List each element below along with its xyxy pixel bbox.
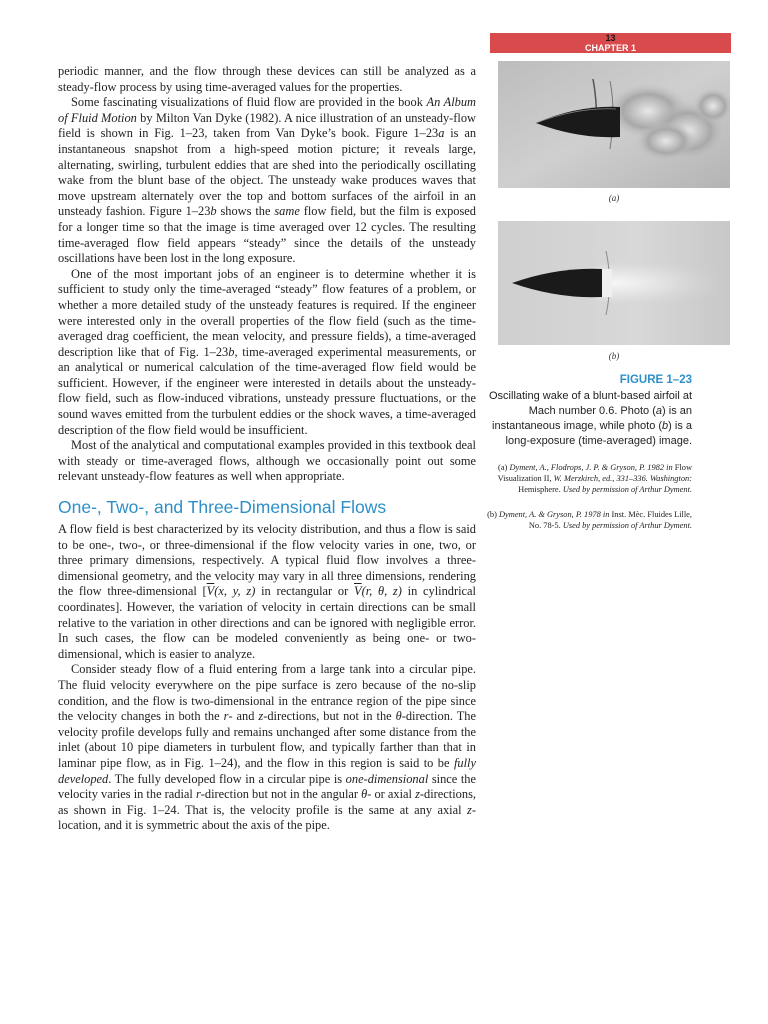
chapter-header-bar — [490, 33, 731, 53]
section-heading: One-, Two-, and Three-Dimensional Flows — [58, 497, 387, 518]
paragraph-3: One of the most important jobs of an engineer is to determine whether it is sufficient to study only the time-averaged “steady” flow features of a problem, or whether a more detailed study of the unsteady features is required. If the engineer were interested only in the overall properties of the flow field (such as the time-averaged drag coefficient, the mean velocity, and pressure fields), a time-averaged description like that of Fig. 1–23b, time-averaged experimental measurements, or an analytical or numerical calculation of the time-averaged flow field would be sufficient. However, if the engineer were interested in details about the unsteady-flow field, such as flow-induced vibrations, unsteady pressure fluctuations, or the sound waves emitted from the turbulent eddies or the shock waves, a time-averaged description of the flow field would be insufficient. — [58, 266, 476, 437]
paragraph-4: Most of the analytical and computational examples provided in this textbook deal with steady or time-averaged flows, although we occasionally point out some relevant unsteady-flow features as well when appropriate. — [58, 438, 476, 484]
figure-credit-a: (a) Dyment, A., Flodrops, J. P. & Gryson, P. 1982 in Flow Visualization II, W. Merzkirch, ed., 331–336. Washington: Hemisphere. Used by permission of Arthur Dyment. — [497, 463, 692, 494]
figure-number: FIGURE 1–23 — [619, 374, 692, 386]
paragraph-6: Consider steady flow of a fluid entering from a large tank into a circular pipe. The fluid velocity everywhere on the pipe surface is zero because of the no-slip condition, and the flow is two-dimensional in the entrance region of the pipe since the velocity changes in both the r- and z-directions, but not in the θ-direction. The velocity profile develops fully and remains unchanged after some distance from the inlet (about 10 pipe diameters in turbulent flow, and typically farther than that in laminar pipe flow, as in Fig. 1–24), and the flow in this region is said to be fully developed. The fully developed flow in a circular pipe is one-dimensional since the velocity varies in the radial r-direction but not in the angular θ- or axial z-directions, as shown in Fig. 1–24. That is, the velocity profile is the same at any axial z-location, and it is symmetric about the axis of the pipe. — [58, 662, 477, 833]
paragraph-5: A flow field is best characterized by its velocity distribution, and thus a flow is said to be one-, two-, or three-dimensional if the flow velocity varies in one, two, or three primary dimensions, respectively. A typical fluid flow involves a three-dimensional geometry, and the velocity may vary in all three dimensions, rendering the flow three-dimensional [$\overline{V}(x$, y, z) in rectangular or $\overline{V}(r$, θ, z) in cylindrical coordinates]. However, the variation of velocity in certain directions can be small relative to the variation in other directions and can be ignored with negligible error. In such cases, the flow can be modeled conveniently as being one- or two-dimensional, which is easier to analyze. — [58, 522, 476, 661]
page-number: 13 — [605, 33, 616, 43]
main-text-column — [58, 64, 476, 834]
instantaneous-wake-image — [498, 61, 730, 188]
figure-photo-a — [498, 61, 730, 188]
chapter-label: CHAPTER 1 — [584, 43, 636, 53]
figure-photo-b — [498, 221, 730, 345]
time-averaged-wake-image — [498, 221, 730, 345]
figure-sublabel-a: (a) — [608, 193, 620, 203]
paragraph-2: Some fascinating visualizations of fluid flow are provided in the book An Album of Fluid Motion by Milton Van Dyke (1982). A nice illustration of an unsteady-flow field is shown in Fig. 1–23, taken from Van Dyke’s book. Figure 1–23a is an instantaneous snapshot from a high-speed motion picture; it reveals large, alternating, swirling, turbulent eddies that are shed into the periodically oscillating wake from the blunt base of the object. The unsteady wake produces waves that move upstream alternately over the top and bottom surfaces of the airfoil in an unsteady fashion. Figure 1–23b shows the same flow field, but the film is exposed for a longer time so that the image is time averaged over 12 cycles. The resulting time-averaged flow field appears “steady” since the details of the unsteady oscillations have been lost in the long exposure. — [58, 95, 477, 266]
figure-credit-b: (b) Dyment, A. & Gryson, P. 1978 in Inst. Mèc. Fluides Lille, No. 78-5. Used by permission of Arthur Dyment. — [487, 510, 692, 530]
figure-caption: Oscillating wake of a blunt-based airfoil at Mach number 0.6. Photo (a) is an instantaneous image, while photo (b) is a long-exposure (time-averaged) image. — [489, 390, 692, 447]
figure-sublabel-b: (b) — [608, 351, 620, 361]
paragraph-1: periodic manner, and the flow through these devices can still be analyzed as a steady-flow process by using time-averaged values for the properties. — [58, 64, 476, 94]
